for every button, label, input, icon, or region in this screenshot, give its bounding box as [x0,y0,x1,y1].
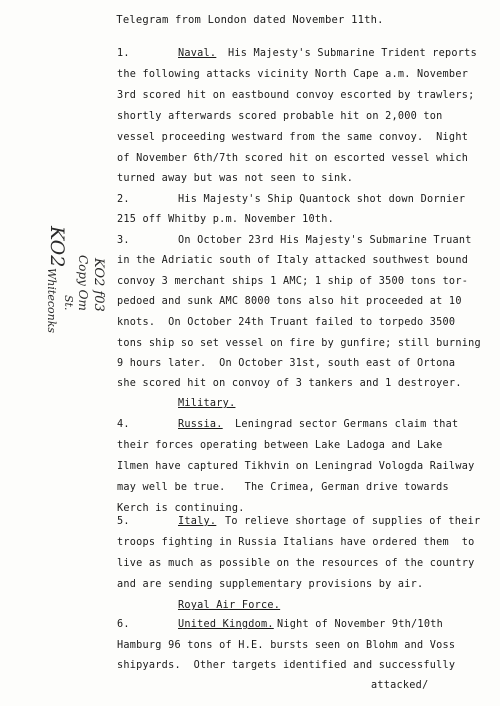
para1-line: shortly afterwards scored probable hit on 2,000 ton [117,111,443,122]
para5-number: 5. [117,516,130,527]
para4-line: their forces operating between Lake Ladoga and Lake [117,440,443,451]
section-heading-military: Military. [178,398,236,409]
para3-line: in the Adriatic south of Italy attacked southwest bound [117,255,469,266]
para2-line: His Majesty's Ship Quantock shot down Dornier [178,194,466,205]
para5-heading: Italy. [178,516,217,527]
para3-line: tons ship so set vessel on fire by gunfire; still burning [117,338,481,349]
para6-heading: United Kingdom. [178,619,274,630]
continuation-catchword: attacked/ [371,680,429,691]
para4-heading: Russia. [178,419,223,430]
margin-note-st: St. [62,295,75,311]
para1-line: 3rd scored hit on eastbound convoy escorted by trawlers; [117,90,475,101]
para5-line: troops fighting in Russia Italians have ordered them to [117,537,475,548]
para6-number: 6. [117,619,130,630]
para2-number: 2. [117,194,130,205]
margin-note-ko2-f03: KO2 f03 [91,258,106,312]
para1-line: vessel proceeding westward from the same convoy. Night [117,132,469,143]
para1-heading: Naval. [178,48,217,59]
para5-line: live as much as possible on the resources of the country [117,558,475,569]
para3-line: On October 23rd His Majesty's Submarine Truant [178,235,472,246]
para3-line: convoy 3 merchant ships 1 AMC; 1 ship of 3500 tons tor- [117,276,469,287]
para3-number: 3. [117,235,130,246]
margin-note-initials: Whiteconks [45,268,58,334]
para1-line: turned away but was not seen to sink. [117,173,354,184]
para4-line: Kerch is continuing. [117,503,245,514]
para3-line: 9 hours later. On October 31st, south east of Ortona [117,358,456,369]
para4-line: Leningrad sector Germans claim that [235,419,459,430]
para4-line: Ilmen have captured Tikhvin on Leningrad Vologda Railway [117,461,475,472]
para4-number: 4. [117,419,130,430]
para4-line: may well be true. The Crimea, German drive towards [117,482,449,493]
para3-line: she scored hit on convoy of 3 tankers and 1 destroyer. [117,378,462,389]
para2-line: 215 off Whitby p.m. November 10th. [117,214,335,225]
para1-number: 1. [117,48,130,59]
margin-note-copy: Copy Om [76,255,90,311]
para5-line: To relieve shortage of supplies of their [225,516,481,527]
para3-line: knots. On October 24th Truant failed to torpedo 3500 [117,317,456,328]
para1-line: of November 6th/7th scored hit on escorted vessel which [117,153,469,164]
para6-line: Hamburg 96 tons of H.E. bursts seen on Blohm and Voss [117,640,456,651]
para1-line: His Majesty's Submarine Trident reports [228,48,477,59]
telegram-title: Telegram from London dated November 11th. [116,14,384,26]
para1-line: the following attacks vicinity North Cape a.m. November [117,69,469,80]
section-heading-raf: Royal Air Force. [178,600,281,611]
para5-line: and are sending supplementary provisions by air. [117,579,424,590]
margin-note-ko2: KO2 [46,226,68,268]
para6-line: shipyards. Other targets identified and successfully [117,660,456,671]
para3-line: pedoed and sunk AMC 8000 tons also hit proceeded at 10 [117,296,462,307]
para6-line: Night of November 9th/10th [277,619,443,630]
